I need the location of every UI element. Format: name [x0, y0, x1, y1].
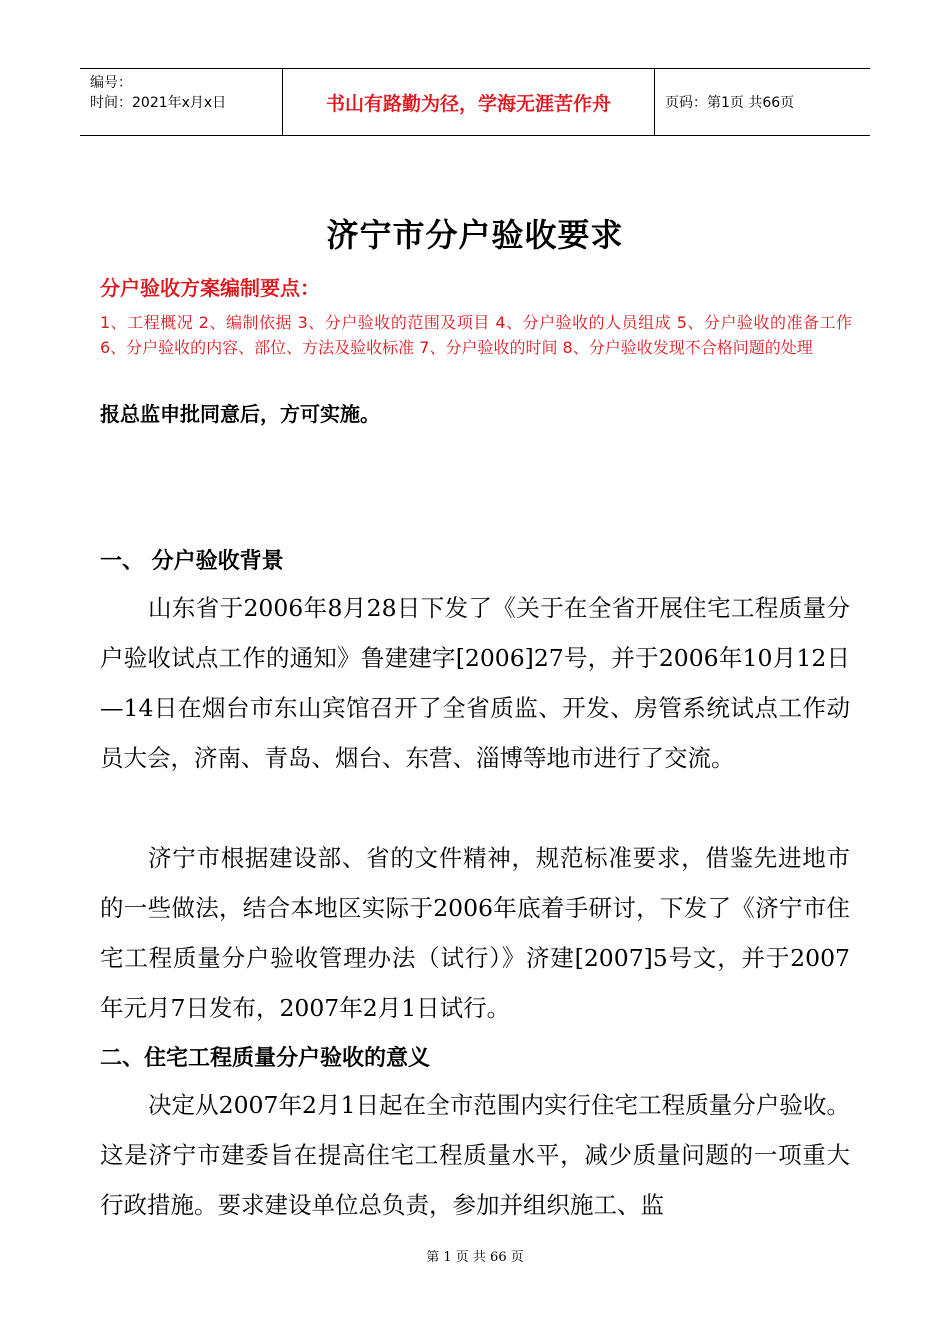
- paragraph-background-1: 山东省于2006年8月28日下发了《关于在全省开展住宅工程质量分户验收试点工作的通知》鲁建建字[2006]27号，并于2006年10月12日—14日在烟台市东山宾馆召开了全省质监、开发、房管系统试点工作动员大会，济南、青岛、烟台、东营、淄博等地市进行了交流。: [100, 594, 850, 772]
- header-page-info: 页码：第1页 共66页: [665, 95, 795, 111]
- section-heading-significance: 二、住宅工程质量分户验收的意义: [100, 1046, 431, 1071]
- section-heading-background: 一、 分户验收背景: [100, 549, 284, 574]
- key-points-list: 1、工程概况 2、编制依据 3、分户验收的范围及项目 4、分户验收的人员组成 5、分户验收的准备工作 6、分户验收的内容、部位、方法及验收标准 7、分户验收的时间 8、分户验收发现不合格问题的处理: [100, 313, 852, 357]
- page-footer: 第 1 页 共 66 页: [426, 1250, 524, 1265]
- key-points-heading: 分户验收方案编制要点：: [100, 276, 320, 300]
- header-motto: 书山有路勤为径，学海无涯苦作舟: [282, 69, 655, 135]
- document-title: 济宁市分户验收要求: [326, 216, 624, 254]
- page-header: [80, 68, 870, 136]
- document-time-label: 时间：2021年x月x日: [90, 95, 227, 111]
- paragraph-significance-1: 决定从2007年2月1日起在全市范围内实行住宅工程质量分户验收。这是济宁市建委旨在提高住宅工程质量水平，减少质量问题的一项重大行政措施。要求建设单位总负责，参加并组织施工、监: [100, 1091, 850, 1219]
- document-number-label: 编号：: [90, 75, 132, 91]
- paragraph-background-2: 济宁市根据建设部、省的文件精神，规范标准要求，借鉴先进地市的一些做法，结合本地区实际于2006年底着手研讨，下发了《济宁市住宅工程质量分户验收管理办法（试行）》济建[2007]5号文，并于2007年元月7日发布，2007年2月1日试行。: [100, 844, 850, 1022]
- approval-note: 报总监申批同意后，方可实施。: [100, 402, 380, 426]
- header-meta: [80, 69, 282, 135]
